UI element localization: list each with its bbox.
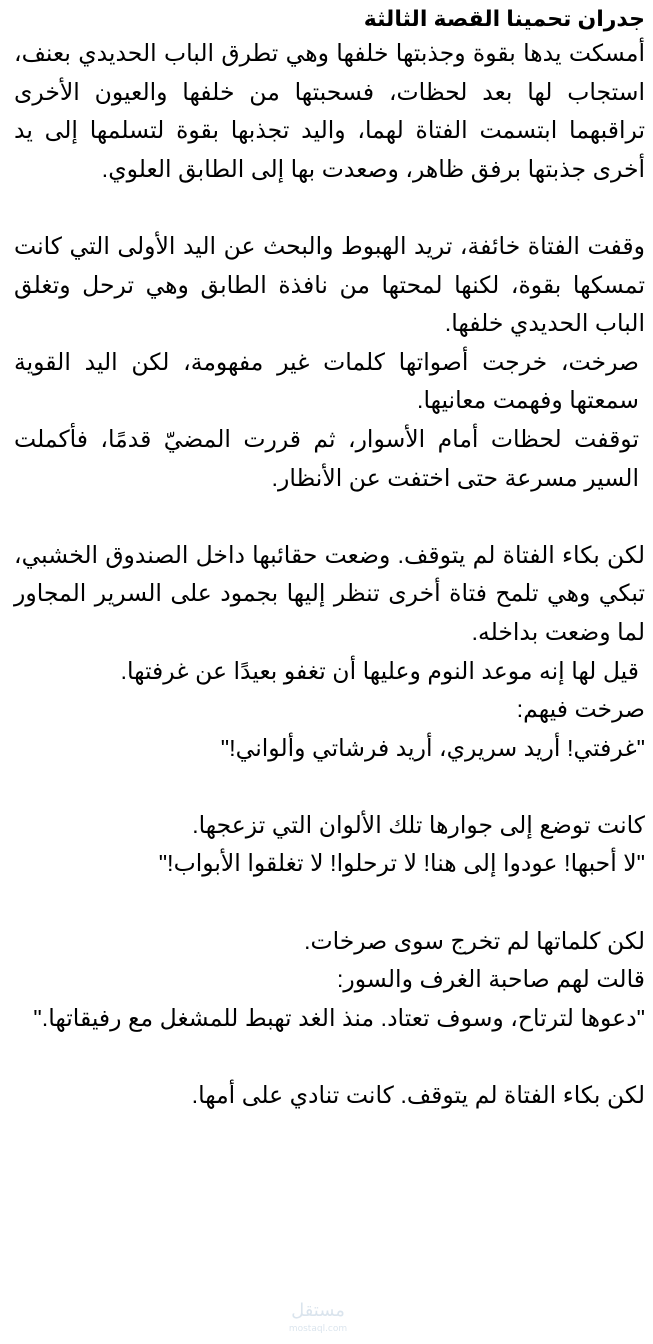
paragraph-2: وقفت الفتاة خائفة، تريد الهبوط والبحث عن اليد الأولى التي كانت تمسكها بقوة، لكنها لمحتها من نافذة الطابق وهي ترحل وتغلق الباب الحديدي خلفها. <box>14 232 645 337</box>
paragraph-gap <box>14 188 645 227</box>
paragraph-13: "دعوها لترتاح، وسوف تعتاد. منذ الغد تهبط للمشغل مع رفيقاتها." <box>33 1004 645 1031</box>
paragraph-gap <box>14 1037 645 1076</box>
paragraph-10: "لا أحبها! عودوا إلى هنا! لا ترحلوا! لا تغلقوا الأبواب!" <box>158 850 645 877</box>
paragraph-11: لكن كلماتها لم تخرج سوى صرخات. <box>303 927 645 954</box>
paragraph-4: توقفت لحظات أمام الأسوار، ثم قررت المضيّ قدمًا، فأكملت السير مسرعة حتى اختفت عن الأنظار. <box>14 425 639 491</box>
paragraph-5: لكن بكاء الفتاة لم يتوقف. وضعت حقائبها داخل الصندوق الخشبي، تبكي وهي تلمح فتاة أخرى تنظر إليها بجمود على السرير المجاور لما وضعت بداخله. <box>14 541 645 645</box>
paragraph-gap <box>14 767 645 806</box>
paragraph-14: لكن بكاء الفتاة لم يتوقف. كانت تنادي على أمها. <box>191 1082 645 1109</box>
watermark-label: مستقل <box>291 1300 345 1321</box>
paragraph-gap <box>14 883 645 922</box>
paragraph-8: "غرفتي! أريد سريري، أريد فرشاتي وألواني!" <box>220 734 645 761</box>
paragraph-12: قالت لهم صاحبة الغرف والسور: <box>336 966 645 993</box>
watermark-sub: mostaql.com <box>288 1324 348 1334</box>
story-title: جدران تحمينا القصة الثالثة <box>363 6 645 31</box>
story-body <box>14 34 645 1115</box>
paragraph-3: صرخت، خرجت أصواتها كلمات غير مفهومة، لكن اليد القوية سمعتها وفهمت معانيها. <box>14 348 639 414</box>
paragraph-1: أمسكت يدها بقوة وجذبتها خلفها وهي تطرق الباب الحديدي بعنف، استجاب لها بعد لحظات، فسحبتها من خلفها والعيون الأخرى تراقبهما ابتسمت الفتاة لهما، واليد تجذبها بقوة لتسلمها إلى يد أخرى جذبتها برفق ظاهر، وصعدت بها إلى الطابق العلوي. <box>14 40 645 182</box>
paragraph-6: قيل لها إنه موعد النوم وعليها أن تغفو بعيدًا عن غرفتها. <box>120 657 639 684</box>
paragraph-7: صرخت فيهم: <box>516 696 645 723</box>
paragraph-9: كانت توضع إلى جوارها تلك الألوان التي تزعجها. <box>192 811 645 838</box>
paragraph-gap <box>14 497 645 536</box>
